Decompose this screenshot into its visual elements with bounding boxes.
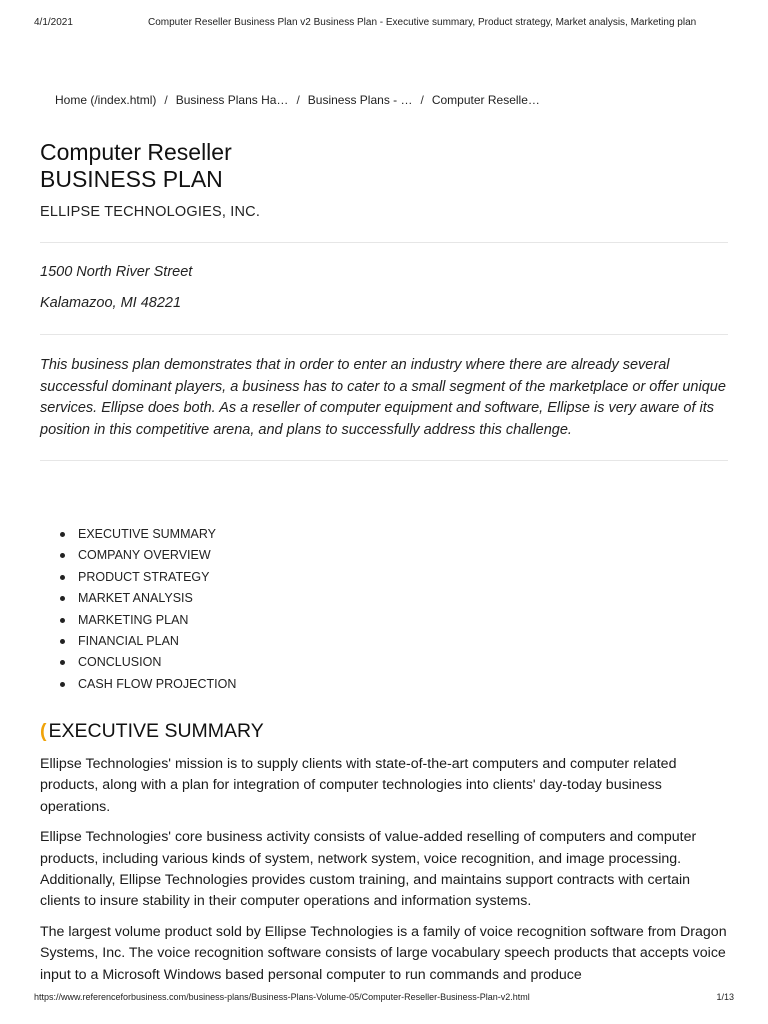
breadcrumb-separator: / xyxy=(420,93,424,107)
intro-paragraph: This business plan demonstrates that in order to enter an industry where there are already several successful dominant players, a business has to cater to a small segment of the marketplace or offer unique services. Ellipse does both. As a reseller of computer equipment and software, Ellipse is very aware of its position in this competitive arena, and plans to successfully address this challenge. xyxy=(40,357,726,438)
section-heading-executive-summary xyxy=(40,720,728,743)
divider xyxy=(40,460,728,461)
breadcrumb xyxy=(55,93,540,107)
breadcrumb-business-plans-handbook-link[interactable]: Business Plans Ha… xyxy=(175,93,289,107)
company-name: ELLIPSE TECHNOLOGIES, INC. xyxy=(40,204,261,220)
executive-summary-body xyxy=(40,754,728,995)
toc-item xyxy=(78,567,236,588)
page-number: 1/13 xyxy=(716,992,734,1002)
print-date: 4/1/2021 xyxy=(34,17,73,28)
heading-accent-paren: ( xyxy=(40,720,47,742)
address-city: Kalamazoo, MI 48221 xyxy=(40,295,182,311)
breadcrumb-business-plans-volume-link[interactable]: Business Plans - … xyxy=(307,93,413,107)
toc-item xyxy=(78,524,236,545)
table-of-contents xyxy=(78,524,236,695)
print-url: https://www.referenceforbusiness.com/business-plans/Business-Plans-Volume-05/Computer-Reseller-Business-Plan-v2.html xyxy=(34,992,530,1002)
breadcrumb-home-link[interactable]: Home (/index.html) xyxy=(55,93,157,107)
paragraph: Ellipse Technologies' mission is to supply clients with state-of-the-art computers and computer related products, along with a plan for integration of computer technologies into clients' day-today business operations. xyxy=(40,756,677,815)
paragraph: Ellipse Technologies' core business activity consists of value-added reselling of computers and computer products, including various kinds of system, network system, voice recognition, and image processing. Additionally, Ellipse Technologies provides custom training, and maintains support contracts with certain clients to insure stability in their computer operations and information systems. xyxy=(40,829,697,910)
plan-title-line2: BUSINESS PLAN xyxy=(40,166,223,192)
toc-item xyxy=(78,545,236,566)
address-street: 1500 North River Street xyxy=(40,264,193,280)
divider xyxy=(40,242,728,243)
paragraph: The largest volume product sold by Ellipse Technologies is a family of voice recognition software from Dragon Systems, Inc. The voice recognition software consists of large vocabulary speech products that accepts voice input to a Microsoft Windows based personal computer to run commands and produce xyxy=(40,923,727,983)
toc-item xyxy=(78,588,236,609)
toc-item xyxy=(78,631,236,652)
toc-link-cash-flow-projection[interactable]: CASH FLOW PROJECTION xyxy=(78,676,237,691)
toc-link-product-strategy[interactable]: PRODUCT STRATEGY xyxy=(78,569,210,584)
toc-link-company-overview[interactable]: COMPANY OVERVIEW xyxy=(78,548,211,563)
toc-link-conclusion[interactable]: CONCLUSION xyxy=(78,655,162,670)
print-page-title: Computer Reseller Business Plan v2 Business Plan - Executive summary, Product strategy, Market analysis, Marketing plan xyxy=(148,17,697,28)
toc-item xyxy=(78,610,236,631)
toc-item xyxy=(78,652,236,673)
toc-item xyxy=(78,674,236,695)
plan-title-line1: Computer Reseller xyxy=(40,139,232,165)
breadcrumb-current-page: Computer Reselle… xyxy=(431,93,540,107)
section-heading-text: EXECUTIVE SUMMARY xyxy=(48,720,264,742)
toc-link-executive-summary[interactable]: EXECUTIVE SUMMARY xyxy=(78,527,216,541)
breadcrumb-separator: / xyxy=(296,93,300,107)
breadcrumb-separator: / xyxy=(164,93,168,107)
divider xyxy=(40,334,728,335)
toc-link-financial-plan[interactable]: FINANCIAL PLAN xyxy=(78,634,179,649)
toc-link-market-analysis[interactable]: MARKET ANALYSIS xyxy=(78,591,193,606)
plan-title xyxy=(40,139,728,193)
toc-link-marketing-plan[interactable]: MARKETING PLAN xyxy=(78,612,189,627)
